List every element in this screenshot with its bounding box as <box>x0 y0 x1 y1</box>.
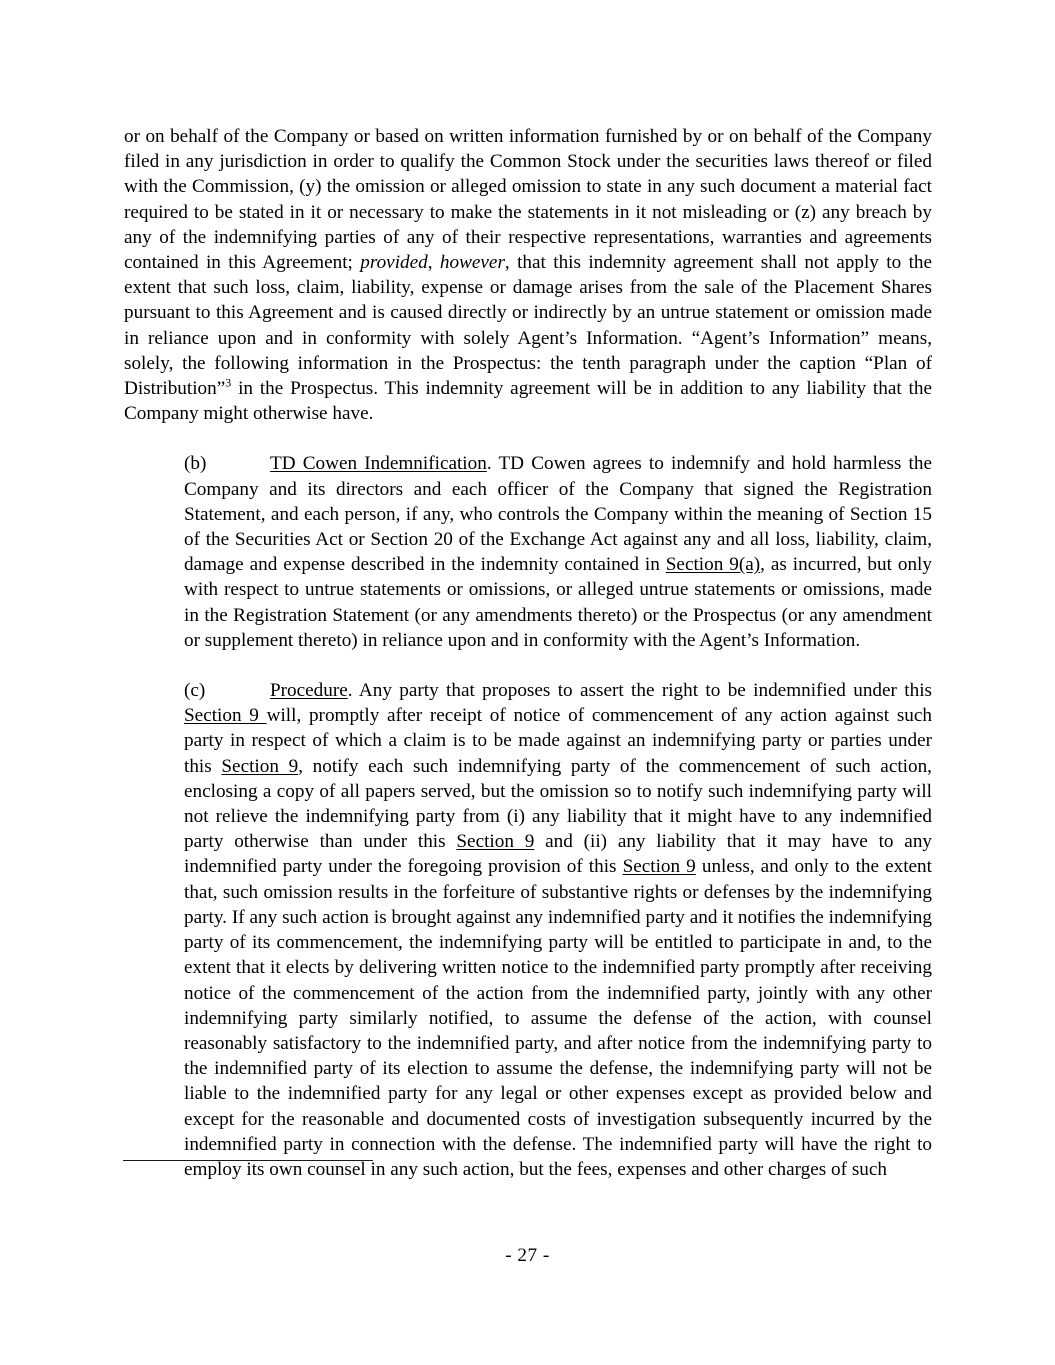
italic-term: however <box>439 252 505 274</box>
footnote-marker: 3 <box>225 375 232 390</box>
underlined-reference: Procedure <box>270 680 348 702</box>
underlined-reference: Section 9 <box>184 705 267 727</box>
underlined-reference: Section 9 <box>456 831 535 853</box>
paragraph-label: (c) <box>184 680 206 702</box>
italic-term: provided <box>360 252 428 274</box>
underlined-reference: Section 9 <box>221 755 299 777</box>
paragraph-procedure <box>124 678 932 1182</box>
body-text-run: will, promptly after receipt of notice of commencement of any action against such party in respect of which a claim is to be made against an indemnifying party or parties under this <box>184 705 932 777</box>
page-number: - 27 - <box>505 1245 550 1266</box>
body-text-run: and (ii) any liability that it may have to any indemnified party under the foregoing provision of this <box>184 831 933 878</box>
body-text-run: . Any party that proposes to assert the right to be indemnified under this <box>347 680 932 702</box>
underlined-reference: TD Cowen Indemnification <box>270 453 487 475</box>
body-text-run: unless, and only to the extent that, such omission results in the forfeiture of substantive rights or defenses by the indemnifying party. If any such action is brought against any indemnified party and it notifies the indemnifying party of its commencement, the indemnifying party will be entitled to participate in and, to the extent that it elects by delivering written notice to the indemnified party promptly after receiving notice of the commencement of the action from the indemnified party, jointly with any other indemnifying party similarly notified, to assume the defense of the action, with counsel reasonably satisfactory to the indemnified party, and after notice from the indemnifying party to the indemnified party of its election to assume the defense, the indemnifying party will not be liable to the indemnified party for any legal or other expenses except as provided below and except for the reasonable and documented costs of investigation subsequently incurred by the indemnified party in connection with the defense. The indemnified party will have the right to employ its own counsel in any such action, but the fees, expenses and other charges of such <box>184 856 932 1180</box>
underlined-reference: Section 9 <box>622 856 696 878</box>
paragraph-td-cowen-indemnification <box>124 451 932 653</box>
body-text-run: . TD Cowen agrees to indemnify and hold harmless the Company and its directors and each officer of the Company that signed the Registration Statement, and each person, if any, who controls the Company within the meaning of Section 15 of the Securities Act or Section 20 of the Exchange Act against any and all loss, liability, claim, damage and expense described in the indemnity contained in <box>184 453 933 576</box>
body-text-run: or on behalf of the Company or based on written information furnished by or on behalf of the Company filed in any jurisdiction in order to qualify the Common Stock under the securities laws thereof or filed with the Commission, (y) the omission or alleged omission to state in any such document a material fact required to be stated in it or necessary to make the statements in it not misleading or (z) any breach by any of the indemnifying parties of any of their respective representations, warranties and agreements contained in this Agreement; <box>124 126 932 274</box>
body-text-run: , as incurred, but only with respect to untrue statements or omissions, or alleged untrue statements or omissions, made in the Registration Statement (or any amendments thereto) or the Prospectus (or any amendment or supplement thereto) in reliance upon and in conformity with the Agent’s Information. <box>184 554 932 651</box>
underlined-reference: Section 9(a) <box>665 554 761 576</box>
body-text-run: in the Prospectus. This indemnity agreement will be in addition to any liability that the Company might otherwise have. <box>124 378 932 425</box>
body-text-run: , that this indemnity agreement shall not apply to the extent that such loss, claim, liability, expense or damage arises from the sale of the Placement Shares pursuant to this Agreement and is caused directly or indirectly by an untrue statement or omission made in reliance upon and in conformity with solely Agent’s Information. “Agent’s Information” means, solely, the following information in the Prospectus: the tenth paragraph under the caption “Plan of Distribution” <box>124 252 933 400</box>
body-text-run: , <box>427 252 440 274</box>
paragraph-label: (b) <box>184 453 207 475</box>
footnote-separator-rule <box>123 1160 373 1161</box>
page-text-body <box>124 124 932 1182</box>
body-text-run: , notify each such indemnifying party of the commencement of such action, enclosing a copy of all papers served, but the omission so to notify such indemnifying party will not relieve the indemnifying party from (i) any liability that it might have to any indemnified party otherwise than under this <box>184 755 932 853</box>
paragraph-indemnification-continuation <box>124 124 932 426</box>
paragraph-list <box>124 124 932 1182</box>
